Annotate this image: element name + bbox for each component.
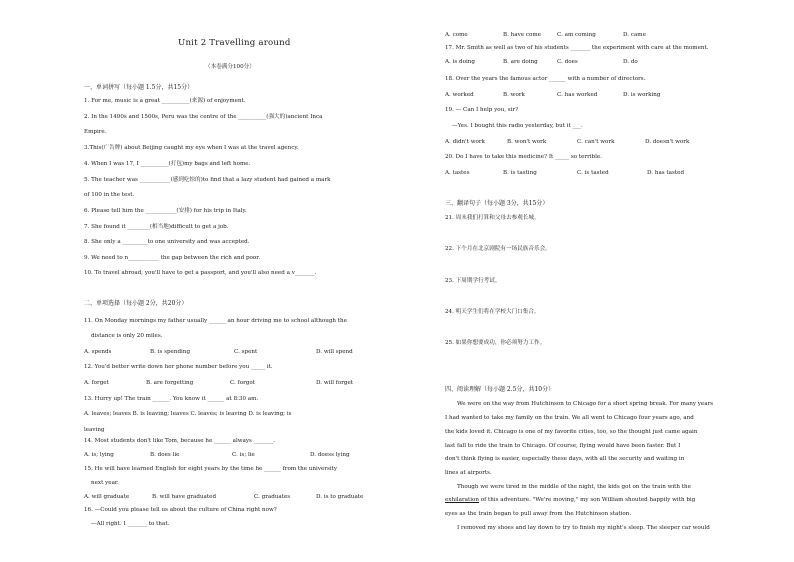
option-c: C. has worked xyxy=(557,92,598,98)
option-a: A. worked xyxy=(445,92,474,98)
option-c: C. does xyxy=(557,59,578,65)
question-11: 11. On Monday mornings my father usually ______ an hour driving me to school although the xyxy=(84,318,347,324)
option-c: C. spent xyxy=(234,349,258,355)
question-15: 15. He will have learned English for eight years by the time he ______ from the university xyxy=(84,466,338,472)
question-17: 17. Mr. Smith as well as two of his students _______ the experiment with care at the moment. xyxy=(445,45,709,51)
section-heading-translation: 三、翻译句子（每小题 3分，共15分） xyxy=(445,200,549,207)
option-d: D. is to graduate xyxy=(316,494,364,500)
question-6: 6. Please tell him the ___________(安排) for his trip in Italy. xyxy=(84,208,247,214)
question-19-cont: —Yes. I bought this radio yesterday, but it ___. xyxy=(452,123,583,129)
passage-text: of this adventure. "We're moving," my son William shouted happily with big xyxy=(479,497,696,503)
question-11-cont: distance is only 20 miles. xyxy=(91,333,163,339)
option-c: C. graduates xyxy=(254,494,291,500)
option-b: B. are doing xyxy=(503,59,538,65)
section-heading-reading: 四、阅读理解（每小题 2.5分，共10分） xyxy=(445,386,555,393)
option-d: D. has tasted xyxy=(647,170,685,176)
option-c: C. am coming xyxy=(557,32,596,38)
section-heading-choice: 二、单项选择（每小题 2分，共20分） xyxy=(84,300,188,307)
question-14: 14. Most students don't like Tom, because he ______ always _______. xyxy=(84,438,276,444)
option-d: D. doess lying xyxy=(310,452,350,458)
question-5: 5. The teacher was ___________(感到吃惊的)to find that a lazy student had gained a mark xyxy=(84,177,331,183)
passage-line: Though we were tired in the middle of the night, the kids got on the train with the xyxy=(457,484,691,490)
option-b: B. does lie xyxy=(150,452,180,458)
question-1: 1. For me, music is a great __________(来源) of enjoyment. xyxy=(84,98,246,104)
question-16: 16. —Could you please tell us about the culture of China right now? xyxy=(84,507,277,513)
option-d: D. do xyxy=(623,59,638,65)
question-3: 3.This(广告牌) about Beijing caught my eye when I was at the travel agency. xyxy=(84,145,299,151)
translation-25: 25. 如果你想要成功，你必须努力工作。 xyxy=(445,340,546,346)
option-b: B. is tasting xyxy=(503,170,537,176)
translation-21: 21. 周末我们打算和父母去参观长城。 xyxy=(445,215,540,221)
passage-line: eyes as the train began to pull away from the Hutchinson station. xyxy=(445,511,632,517)
passage-line: the kids loved it. Chicago is one of my favorite cities, too, so the thought just came again xyxy=(445,429,698,435)
question-2-cont: Empire. xyxy=(84,129,107,135)
option-c: C. is tasted xyxy=(577,170,609,176)
question-12: 12. You'd better write down her phone number before you _____ it. xyxy=(84,364,273,370)
option-d: D. came xyxy=(623,32,646,38)
option-a: A. spends xyxy=(84,349,112,355)
option-c: C. is; lie xyxy=(232,452,255,458)
passage-line: last fall to ride the train to Chicago. Of course, flying would have been faster. But I xyxy=(445,443,681,449)
passage-line: lines at airports. xyxy=(445,470,492,476)
option-b: B. have come xyxy=(503,32,541,38)
option-a: A. is; lying xyxy=(84,452,114,458)
question-13-options: A. leaves; leaves B. is leaving; leaves C. leaves; is leaving D. is leaving; is xyxy=(84,411,292,417)
option-a: A. tastes xyxy=(445,170,470,176)
question-2: 2. In the 1400s and 1500s, Peru was the centre of the __________(强大的)ancient Inca xyxy=(84,114,323,120)
question-8: 8. She only a _________to one university and was accepted. xyxy=(84,239,250,245)
option-b: B. won't work xyxy=(507,139,547,145)
option-a: A. come xyxy=(445,32,468,38)
question-13: 13. Hurry up! The train ______. You know it ______ at 8:30 am. xyxy=(84,396,259,402)
question-15-cont: next year. xyxy=(91,480,119,486)
question-4: 4. When I was 17, I __________(打包)my bags and left home. xyxy=(84,161,251,167)
passage-line: don't think flying is easier, especially these days, with all the security and waiting in xyxy=(445,456,685,462)
option-b: B. are forgetting xyxy=(146,380,194,386)
option-d: D. is working xyxy=(623,92,661,98)
question-5-cont: of 100 in the test. xyxy=(84,192,135,198)
option-c: C. can't work xyxy=(577,139,615,145)
question-13-options-cont: leaving xyxy=(84,427,105,433)
passage-line xyxy=(445,497,695,504)
section-heading-spelling: 一、单词拼写（每小题 1.5分，共15分） xyxy=(84,84,194,91)
question-9: 9. We need to n___________ the gap between the rich and poor. xyxy=(84,255,261,261)
option-a: A. will graduate xyxy=(84,494,130,500)
passage-line: I had wanted to take my family on the train. We all went to Chicago four years ago, and xyxy=(445,415,694,421)
option-c: C. forgot xyxy=(230,380,255,386)
question-16-cont: —All right. I _______ to that. xyxy=(91,521,170,527)
question-20: 20. Do I have to take this medicine? It _____ so terrible. xyxy=(445,154,602,160)
option-b: B. will have graduated xyxy=(152,494,217,500)
translation-22: 22. 下个月在北京剧院有一场民族音乐会。 xyxy=(445,246,551,252)
option-b: B. is spending xyxy=(150,349,191,355)
underlined-word: exhilaration xyxy=(445,497,479,503)
question-10: 10. To travel abroad, you'll have to get a passport, and you'll also need a v_______. xyxy=(84,270,317,276)
translation-23: 23. 下周期学行考试。 xyxy=(445,278,501,284)
option-d: D. will spend xyxy=(316,349,353,355)
question-18: 18. Over the years the famous actor ______ with a number of directors. xyxy=(445,76,646,82)
translation-24: 24. 明天学生们将在学校大门口集合。 xyxy=(445,309,540,315)
question-19: 19. — Can I help you, sir? xyxy=(445,107,519,113)
passage-line: I removed my shoes and lay down to try to finish my night's sleep. The sleeper car would xyxy=(457,525,710,531)
option-d: D. doesn't work xyxy=(645,139,690,145)
page-title: Unit 2 Travelling around xyxy=(178,38,291,48)
option-d: D. will forget xyxy=(316,380,354,386)
option-a: A. is doing xyxy=(445,59,475,65)
option-a: A. didn't work xyxy=(445,139,485,145)
option-a: A. forget xyxy=(84,380,109,386)
score-note: （本卷满分100分） xyxy=(205,64,255,70)
passage-line: We were on the way from Hutchinson to Chicago for a short spring break. For many years xyxy=(457,401,714,407)
question-7: 7. She found it ________(相当地)difficult to get a job. xyxy=(84,224,229,230)
option-b: B. work xyxy=(503,92,525,98)
